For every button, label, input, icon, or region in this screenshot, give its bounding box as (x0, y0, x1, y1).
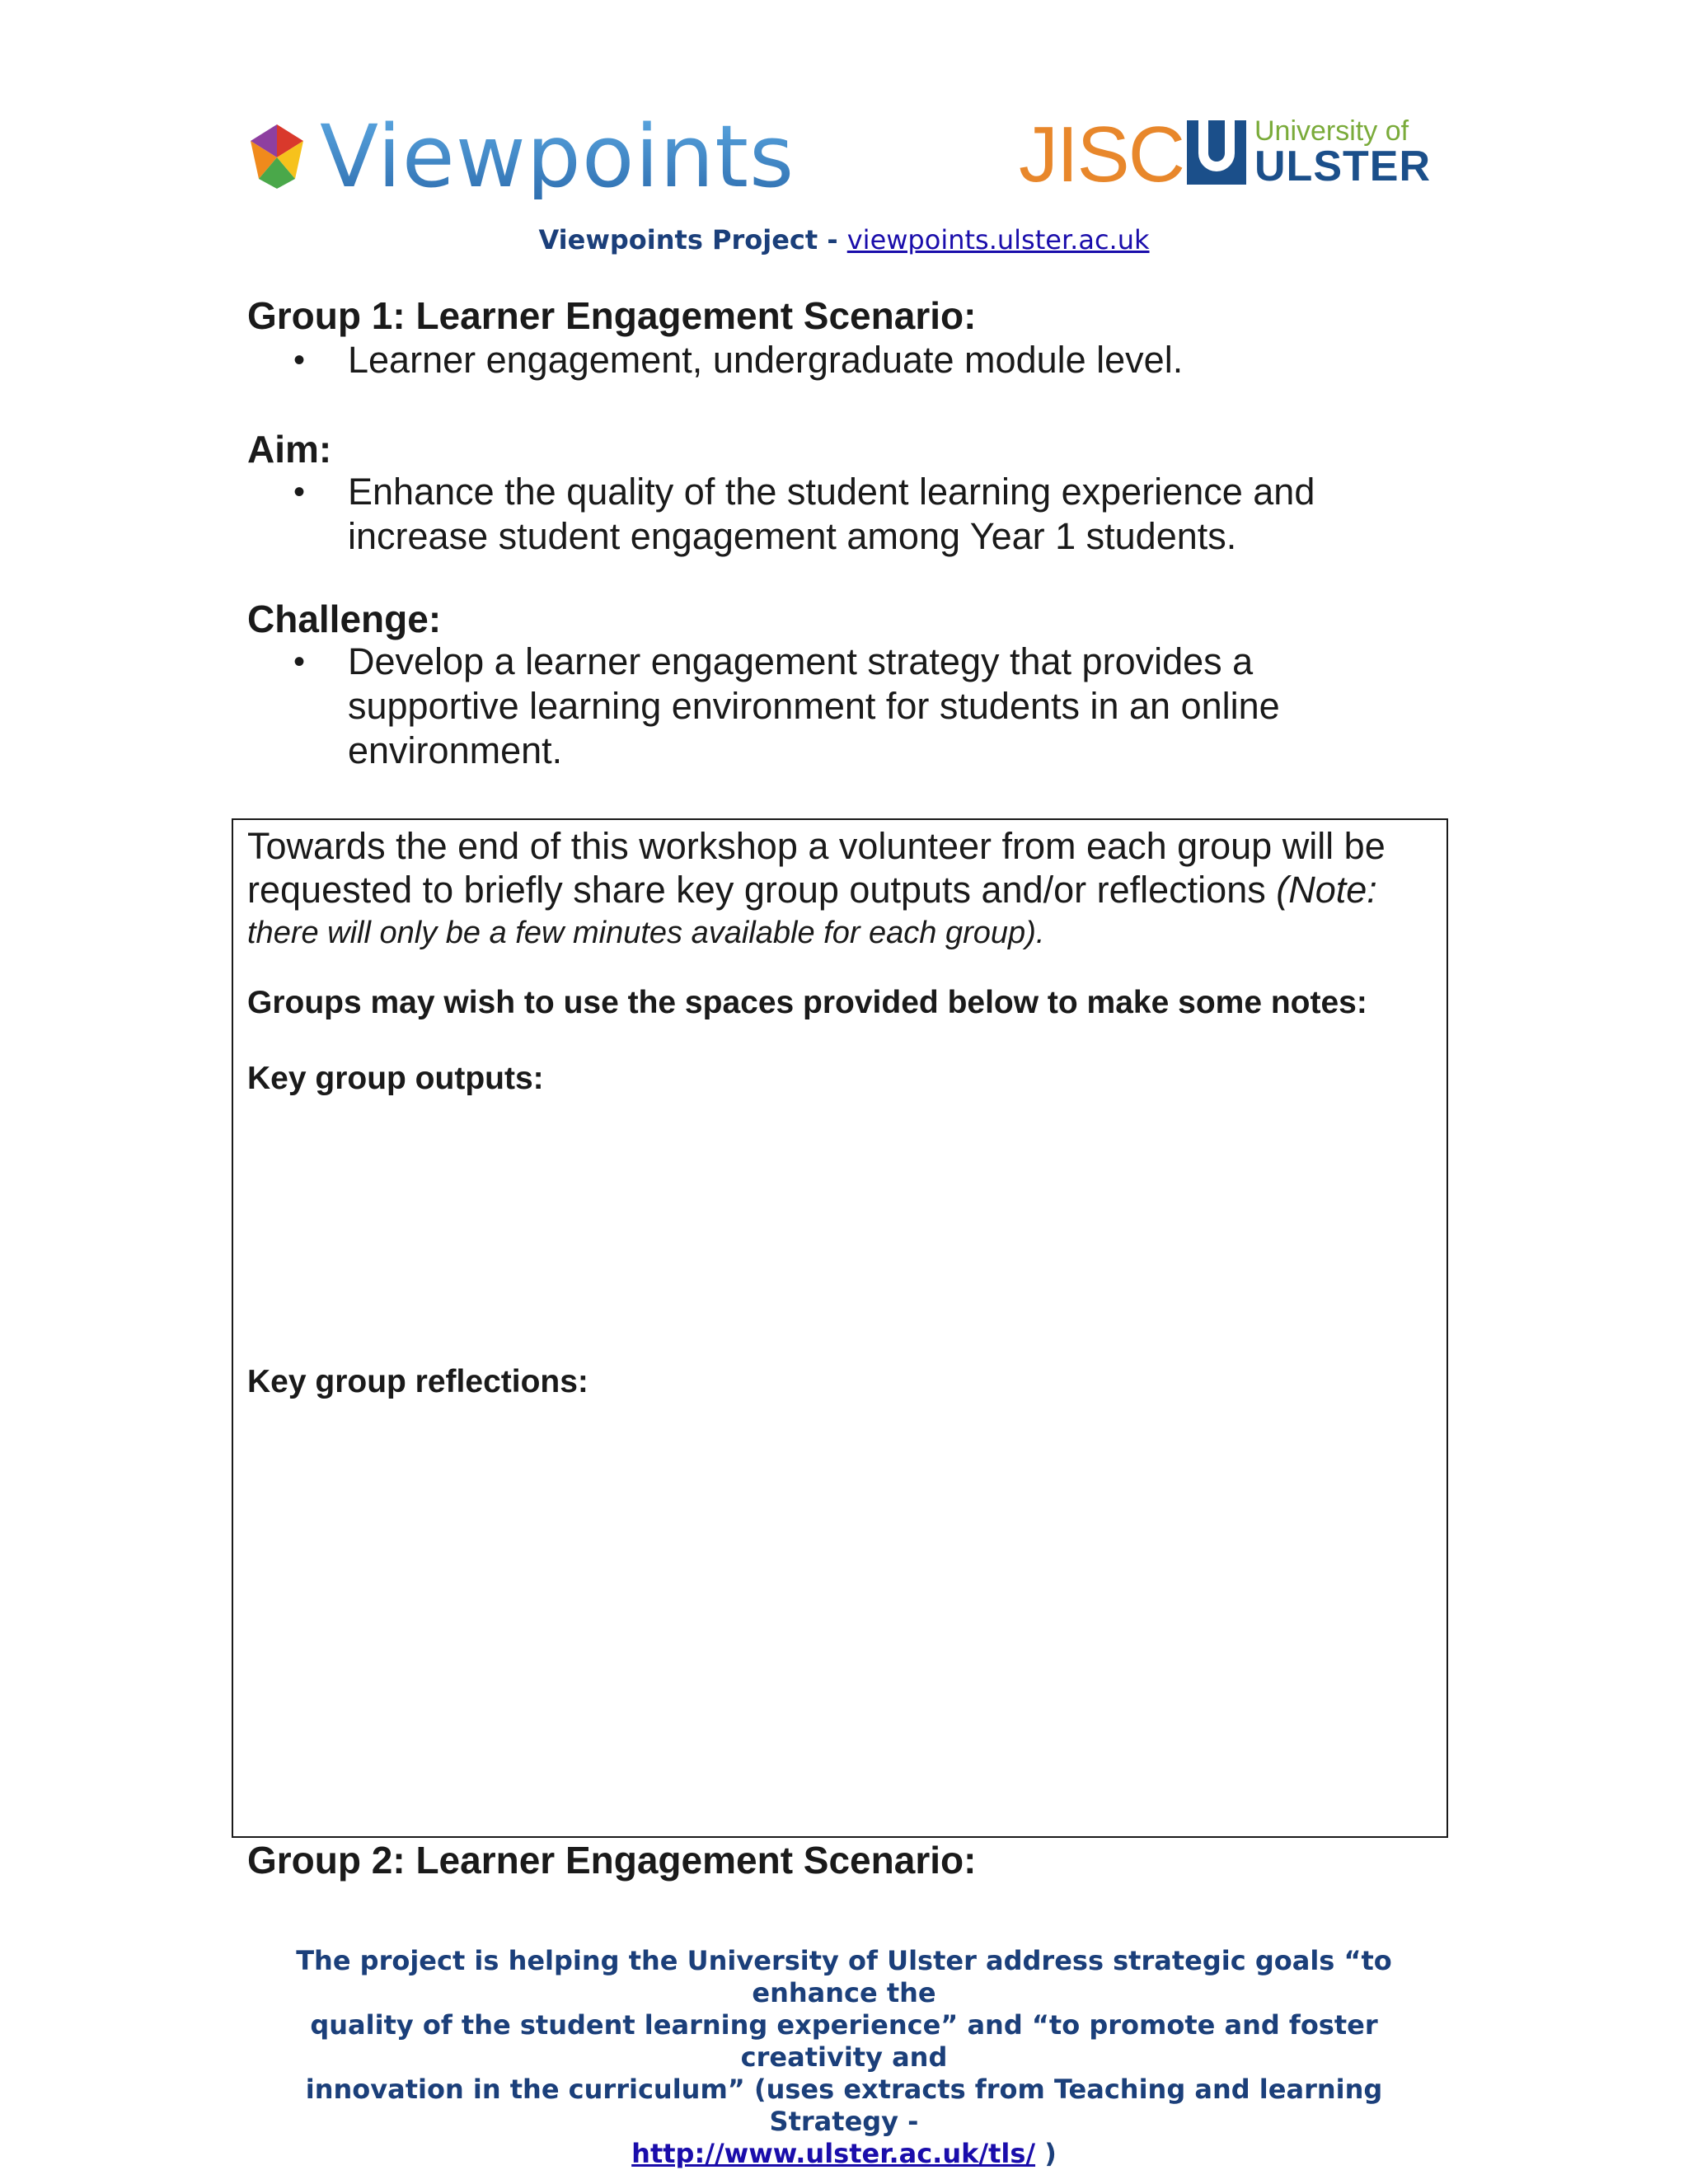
ulster-logo (1187, 117, 1431, 188)
footer-link[interactable]: http://www.ulster.ac.uk/tls/ (631, 2138, 1036, 2169)
footer-line2: quality of the student learning experience” and “to promote and foster creativity and (310, 2009, 1378, 2073)
notes-box (232, 818, 1448, 1838)
ulster-logo-line2: ULSTER (1254, 143, 1431, 190)
challenge-bullets (288, 640, 1442, 773)
reflections-label: Key group reflections: (247, 1364, 588, 1399)
viewpoints-logo (247, 107, 795, 206)
notes-intro-line2: requested to briefly share key group outputs and/or reflections (Note: (247, 869, 1377, 911)
aim-bullet-line1: • Enhance the quality of the student learning experience and (348, 471, 1315, 513)
outputs-label: Key group outputs: (247, 1061, 544, 1096)
challenge-bullet-line3: environment. (348, 729, 563, 771)
group2-heading: Group 2: Learner Engagement Scenario: (247, 1839, 977, 1882)
notes-intro (247, 824, 1434, 955)
ulster-crest-icon (1187, 120, 1246, 185)
notes-intro-note-start: (Note: (1276, 869, 1377, 911)
footer (247, 1945, 1441, 2170)
aim-bullets (288, 470, 1442, 559)
challenge-bullet (288, 640, 1442, 773)
project-line (0, 224, 1688, 255)
viewpoints-prism-icon (247, 121, 307, 192)
footer-link-suffix: ) (1035, 2138, 1057, 2169)
project-label: Viewpoints Project - (538, 224, 838, 255)
jisc-logo: JISC (1019, 110, 1184, 199)
viewpoints-logo-text: Viewpoints (320, 106, 795, 207)
footer-line3: innovation in the curriculum” (uses extracts from Teaching and learning Strategy - (305, 2074, 1383, 2137)
project-link[interactable]: viewpoints.ulster.ac.uk (846, 224, 1150, 255)
group1-heading: Group 1: Learner Engagement Scenario: (247, 294, 977, 337)
aim-bullet-line2: increase student engagement among Year 1 students. (348, 515, 1237, 557)
ulster-logo-line1: University of (1254, 115, 1409, 147)
aim-bullet (288, 470, 1442, 559)
notes-intro-line1: Towards the end of this workshop a volunteer from each group will be (247, 825, 1386, 867)
footer-line1: The project is helping the University of Ulster address strategic goals “to enhance the (296, 1945, 1392, 2008)
group1-bullet: • Learner engagement, undergraduate module level. (288, 338, 1442, 382)
group1-bullets (288, 338, 1442, 382)
notes-instruction: Groups may wish to use the spaces provided below to make some notes: (247, 985, 1367, 1020)
challenge-bullet-line1: • Develop a learner engagement strategy that provides a (348, 640, 1254, 682)
aim-heading: Aim: (247, 428, 332, 471)
challenge-bullet-line2: supportive learning environment for students in an online (348, 685, 1280, 727)
footer-line4 (247, 2138, 1441, 2170)
notes-intro-note-rest: there will only be a few minutes available for each group). (247, 916, 1045, 950)
challenge-heading: Challenge: (247, 598, 442, 640)
